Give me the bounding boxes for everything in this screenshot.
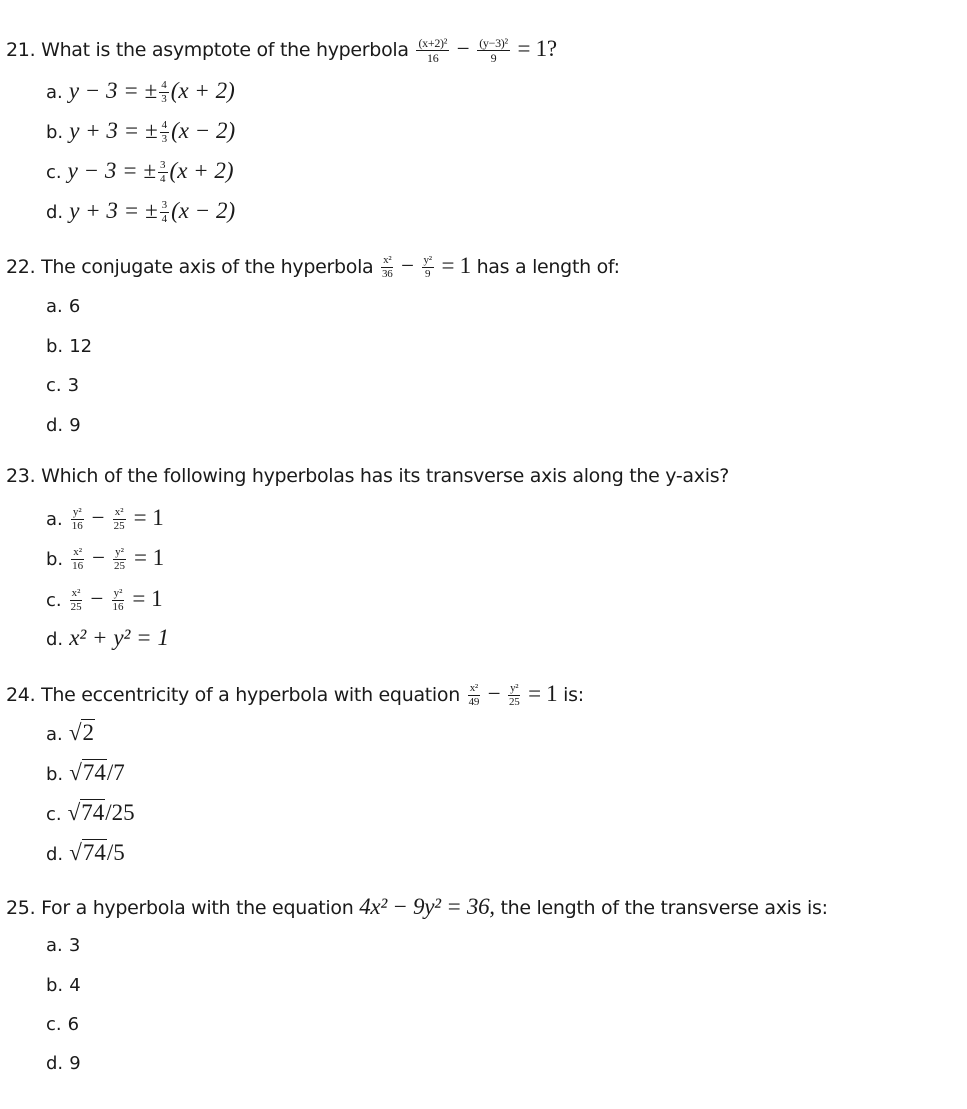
option-21c[interactable]: c. y − 3 = ± $\frac{3}{4}$ (x + 2) — [46, 158, 234, 185]
option-24d[interactable]: d. √74/5 — [46, 840, 125, 865]
option-23a[interactable]: a. $\frac{\text{y²}}{16}$ − $\frac{\text{x²}}{25}$ = 1 — [46, 505, 164, 532]
fraction: $\frac{\text{x²}}{49}$ — [468, 682, 480, 708]
option-21d[interactable]: d. y + 3 = ± $\frac{3}{4}$ (x − 2) — [46, 198, 236, 225]
option-23b[interactable]: b. $\frac{\text{x²}}{16}$ − $\frac{\text{y²}}{25}$ = 1 — [46, 545, 165, 572]
question-21: 21. What is the asymptote of the hyperbola $\frac{\text{(x+2)²}}{16}$ − $\frac{\text{(y−3)²}}{9}$ = 1? — [6, 36, 557, 65]
option-21b[interactable]: b. y + 3 = ± $\frac{4}{3}$ (x − 2) — [46, 118, 236, 145]
question-number: 21. — [6, 39, 36, 61]
question-25: 25. For a hyperbola with the equation 4x² − 9y² = 36, the length of the transverse axis is: — [6, 894, 828, 919]
option-22c[interactable]: c. 3 — [46, 375, 80, 396]
question-22: 22. The conjugate axis of the hyperbola $\frac{\text{x²}}{36}$ − $\frac{\text{y²}}{9}$ = 1 has a length of: — [6, 253, 620, 280]
option-21a[interactable]: a. y − 3 = ± $\frac{4}{3}$ (x + 2) — [46, 78, 235, 105]
question-text: The conjugate axis of the hyperbola — [41, 256, 374, 278]
option-25c[interactable]: c. 6 — [46, 1014, 80, 1035]
question-number: 25. — [6, 897, 36, 919]
option-24b[interactable]: b. √74/7 — [46, 760, 125, 785]
option-22d[interactable]: d. 9 — [46, 415, 81, 436]
sqrt: √74 — [67, 800, 105, 825]
fraction: $\frac{\text{(y−3)²}}{9}$ — [479, 36, 508, 65]
option-22a[interactable]: a. 6 — [46, 296, 81, 317]
question-text: Which of the following hyperbolas has its transverse axis along the y-axis? — [41, 465, 730, 487]
question-text: For a hyperbola with the equation — [41, 897, 354, 919]
question-23 — [6, 465, 729, 487]
option-23d[interactable]: d. x² + y² = 1 — [46, 625, 169, 650]
option-23c[interactable]: c. $\frac{\text{x²}}{25}$ − $\frac{\text{y²}}{16}$ = 1 — [46, 586, 163, 613]
option-22b[interactable]: b. 12 — [46, 336, 93, 357]
fraction: $\frac{\text{(x+2)²}}{16}$ — [418, 36, 448, 65]
option-24a[interactable]: a. √2 — [46, 720, 94, 745]
question-24: 24. The eccentricity of a hyperbola with equation $\frac{\text{x²}}{49}$ − $\frac{\text{y²}}{25}$ = 1 is: — [6, 681, 584, 708]
fraction: $\frac{\text{y²}}{25}$ — [509, 682, 520, 708]
fraction: $\frac{\text{x²}}{36}$ — [382, 254, 393, 280]
sqrt: √74 — [69, 760, 106, 785]
question-number: 24. — [6, 684, 36, 706]
option-25d[interactable]: d. 9 — [46, 1053, 81, 1074]
option-25a[interactable]: a. 3 — [46, 935, 81, 956]
option-25b[interactable]: b. 4 — [46, 975, 81, 996]
fraction: $\frac{\text{y²}}{9}$ — [423, 254, 432, 280]
sqrt: √2 — [68, 720, 94, 745]
question-number: 23. — [6, 465, 36, 487]
question-number: 22. — [6, 256, 36, 278]
sqrt: √74 — [69, 840, 106, 865]
question-text: The eccentricity of a hyperbola with equation — [41, 684, 460, 706]
question-text: What is the asymptote of the hyperbola — [41, 39, 409, 61]
option-24c[interactable]: c. √74/25 — [46, 800, 135, 825]
